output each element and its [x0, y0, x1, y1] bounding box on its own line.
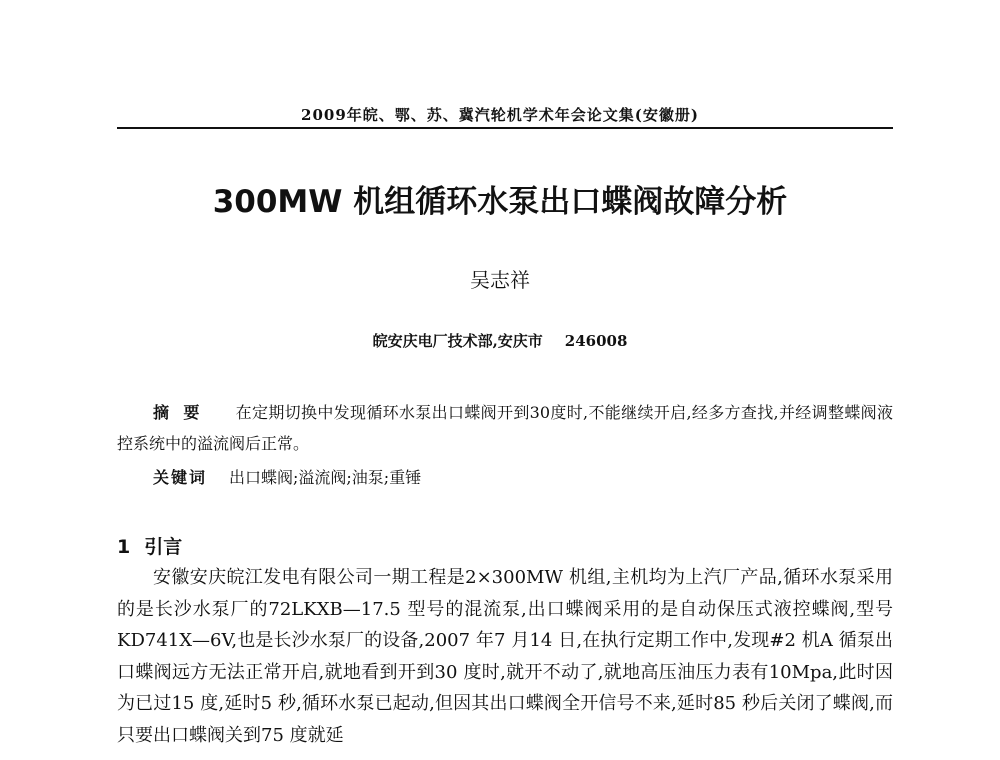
section-heading — [117, 532, 182, 559]
affiliation — [0, 330, 1000, 351]
header-rule — [117, 127, 893, 129]
author-name: 吴志祥 — [470, 268, 530, 292]
keywords-text: 出口蝶阀;溢流阀;油泵;重锤 — [229, 468, 422, 487]
abstract-label: 摘要 — [153, 403, 214, 422]
affiliation-org: 皖安庆电厂技术部,安庆市 — [372, 332, 543, 350]
section-title: 引言 — [144, 536, 183, 558]
proceedings-header: 2009年皖、鄂、苏、冀汽轮机学术年会论文集(安徽册) — [301, 106, 699, 124]
section-number: 1 — [117, 536, 131, 558]
abstract — [117, 397, 893, 459]
keywords-label: 关键词 — [153, 468, 208, 487]
abstract-text: 在定期切换中发现循环水泵出口蝶阀开到30度时,不能继续开启,经多方查找,并经调整蝶阀液控系统中的溢流阀后正常。 — [117, 403, 893, 453]
affiliation-postcode: 246008 — [564, 332, 628, 350]
body-paragraph: 安徽安庆皖江发电有限公司一期工程是2×300MW 机组,主机均为上汽厂产品,循环水泵采用的是长沙水泵厂的72LKXB—17.5 型号的混流泵,出口蝶阀采用的是自动保压式液控蝶阀,型号KD741X—6V,也是长沙水泵厂的设备,2007 年7 月14 日,在执行定期工作中,发现#2 机A 循泵出口蝶阀远方无法正常开启,就地看到开到30 度时,就开不动了,就地高压油压力表有10Mpa,此时因为已过15 度,延时5 秒,循环水泵已起动,但因其出口蝶阀全开信号不来,延时85 秒后关闭了蝶阀,而只要出口蝶阀关到75 度就延 — [117, 567, 893, 746]
keywords — [153, 462, 893, 493]
paper-title: 300MW 机组循环水泵出口蝶阀故障分析 — [212, 184, 788, 220]
